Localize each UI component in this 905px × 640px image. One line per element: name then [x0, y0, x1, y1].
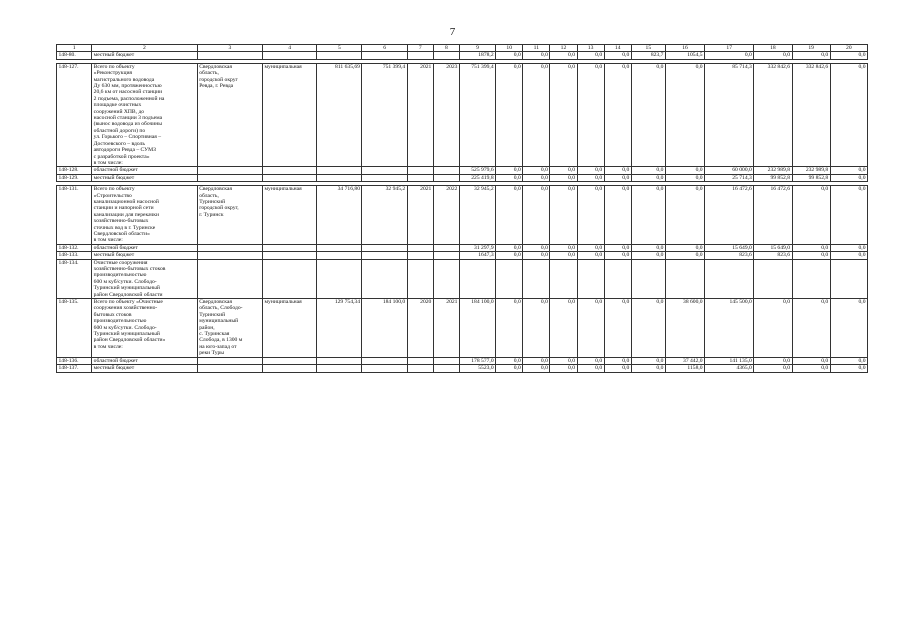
table-cell: 0,0 [523, 167, 550, 174]
table-cell: 0,0 [830, 63, 867, 167]
table-row [57, 259, 868, 298]
table-cell [362, 365, 407, 372]
table-cell [362, 52, 407, 59]
table-cell: Свердловская область, городской округ Ревда, г. Ревда [197, 63, 262, 167]
table-cell [362, 252, 407, 259]
table-row [57, 365, 868, 372]
table-cell: 0,0 [577, 167, 604, 174]
table-cell [362, 259, 407, 298]
table-cell [407, 167, 433, 174]
table-cell: 0,0 [604, 186, 631, 245]
table-cell: 0,0 [604, 174, 631, 181]
table-cell: 148-128. [57, 167, 92, 174]
table-cell [665, 259, 704, 298]
table-cell: 0,0 [523, 299, 550, 358]
table-cell [433, 52, 459, 59]
table-cell [433, 174, 459, 181]
column-number: 14 [604, 45, 631, 52]
table-cell: 2020 [407, 299, 433, 358]
table-cell [263, 365, 317, 372]
table-cell: 0,0 [496, 186, 523, 245]
table-cell: областной бюджет [92, 357, 198, 364]
table-cell [407, 52, 433, 59]
table-cell: 0,0 [496, 357, 523, 364]
column-number: 1 [57, 45, 92, 52]
table-cell: 99 852,8 [754, 174, 792, 181]
table-cell: 0,0 [496, 365, 523, 372]
column-number: 2 [92, 45, 198, 52]
column-number: 18 [754, 45, 792, 52]
table-cell: 0,0 [631, 357, 665, 364]
table-cell [550, 259, 577, 298]
table-cell: 0,0 [496, 167, 523, 174]
table-cell: 0,0 [792, 357, 830, 364]
table-cell: 0,0 [631, 365, 665, 372]
table-row [57, 167, 868, 174]
table-cell: 0,0 [830, 365, 867, 372]
table-cell [263, 52, 317, 59]
table-cell: 0,0 [550, 167, 577, 174]
table-cell: 148-131. [57, 186, 92, 245]
table-cell: 0,0 [496, 52, 523, 59]
table-cell: 0,0 [577, 63, 604, 167]
table-cell: 0,0 [665, 63, 704, 167]
table-row [57, 357, 868, 364]
table-cell: Всего по объекту «Реконструкция магистрального водовода Ду 630 мм, протяженностью 20,6 км от насосной станции 2 подъема, расположенной на площадке очистных сооружений ХПВ, до насосной станции 3 подъема (вынос водовода из обочины областной дороги) по ул. Горького – Спортивная – Достоевского – вдоль автодороги Ревда – СУМЗ с разработкой проекта» в том числе: [92, 63, 198, 167]
table-cell [317, 167, 362, 174]
table-cell: 37 442,0 [665, 357, 704, 364]
table-cell: 0,0 [550, 365, 577, 372]
table-row [57, 174, 868, 181]
table-cell: 0,0 [665, 244, 704, 251]
table-cell: 0,0 [550, 357, 577, 364]
table-cell [577, 259, 604, 298]
table-cell: 148-136. [57, 357, 92, 364]
table-cell: 2021 [407, 186, 433, 245]
table-cell: 148-134. [57, 259, 92, 298]
table-cell: 0,0 [631, 186, 665, 245]
table-cell: 0,0 [631, 174, 665, 181]
column-number: 4 [263, 45, 317, 52]
table-cell: местный бюджет [92, 52, 198, 59]
table-cell: Свердловская область, Слободо- Туринский муниципальный район, с. Туринская Слобода, в 1300 м на юго-запад от реки Туры [197, 299, 262, 358]
table-cell [496, 259, 523, 298]
table-cell: 0,0 [604, 244, 631, 251]
table-cell [263, 357, 317, 364]
table-cell: 1878,2 [459, 52, 495, 59]
table-cell [362, 174, 407, 181]
table-row [57, 299, 868, 358]
table-cell [197, 259, 262, 298]
table-cell: 4365,0 [705, 365, 754, 372]
table-cell: 1054,5 [665, 52, 704, 59]
table-cell [197, 357, 262, 364]
table-cell: 184 100,0 [459, 299, 495, 358]
table-cell: областной бюджет [92, 244, 198, 251]
table-cell: 232 989,8 [792, 167, 830, 174]
table-cell [317, 52, 362, 59]
table-cell [197, 252, 262, 259]
table-cell [317, 259, 362, 298]
table-cell [263, 167, 317, 174]
table-cell: 0,0 [577, 252, 604, 259]
table-row [57, 63, 868, 167]
table-cell: 148-129. [57, 174, 92, 181]
table-cell: 0,0 [604, 357, 631, 364]
table-cell: 99 852,8 [792, 174, 830, 181]
column-number: 9 [459, 45, 495, 52]
table-cell: 0,0 [631, 167, 665, 174]
table-cell: муниципальная [263, 299, 317, 358]
table-cell [362, 167, 407, 174]
table-cell: 0,0 [830, 52, 867, 59]
table-cell: 0,0 [792, 365, 830, 372]
table-cell [317, 244, 362, 251]
table-cell: 0,0 [577, 186, 604, 245]
table-cell: 145 500,0 [705, 299, 754, 358]
table-cell: 0,0 [550, 244, 577, 251]
table-cell [631, 259, 665, 298]
table-cell [197, 244, 262, 251]
table-cell: 2021 [407, 63, 433, 167]
table-cell: 0,0 [792, 186, 830, 245]
table-cell: 1158,0 [665, 365, 704, 372]
table-cell [197, 365, 262, 372]
column-number: 11 [523, 45, 550, 52]
table-cell [263, 174, 317, 181]
table-cell: 0,0 [754, 299, 792, 358]
table-cell [407, 244, 433, 251]
table-cell [433, 244, 459, 251]
table-cell: Очистные сооружения хозяйственно-бытовых стоков производительностью 600 м куб/сутки. Слободо- Туринский муниципальный район Свердловской области [92, 259, 198, 298]
table-cell: 0,0 [604, 52, 631, 59]
table-cell [197, 52, 262, 59]
table-cell: 148-133. [57, 252, 92, 259]
table-cell: 0,0 [792, 299, 830, 358]
column-number: 6 [362, 45, 407, 52]
table-cell: 0,0 [665, 186, 704, 245]
table-cell: 823,6 [754, 252, 792, 259]
table-cell [362, 244, 407, 251]
table-cell: 148-132. [57, 244, 92, 251]
table-cell: 60 000,0 [705, 167, 754, 174]
table-cell [263, 244, 317, 251]
table-cell: 0,0 [631, 63, 665, 167]
table-cell: 0,0 [550, 63, 577, 167]
table-cell: 1647,3 [459, 252, 495, 259]
table-cell: 2022 [433, 186, 459, 245]
table-cell: 0,0 [577, 299, 604, 358]
table-cell: 0,0 [550, 299, 577, 358]
table-cell: 332 842,6 [754, 63, 792, 167]
table-cell: 0,0 [577, 365, 604, 372]
table-cell: 0,0 [523, 365, 550, 372]
table-cell [459, 259, 495, 298]
table-cell: 148-127. [57, 63, 92, 167]
table-cell: 184 100,0 [362, 299, 407, 358]
table-cell: 0,0 [792, 52, 830, 59]
column-number: 12 [550, 45, 577, 52]
table-cell: 823,7 [631, 52, 665, 59]
table-cell: местный бюджет [92, 174, 198, 181]
table-cell: 16 472,6 [705, 186, 754, 245]
table-cell: 85 714,3 [705, 63, 754, 167]
table-cell: 0,0 [496, 174, 523, 181]
table-row [57, 244, 868, 251]
budget-table [56, 44, 868, 373]
table-cell [317, 252, 362, 259]
table-cell: Свердловская область, Туринский городской округ, г. Туринск [197, 186, 262, 245]
table-cell: 0,0 [604, 63, 631, 167]
table-cell: 0,0 [550, 252, 577, 259]
table-cell [317, 365, 362, 372]
table-cell: 0,0 [496, 299, 523, 358]
table-cell: 0,0 [604, 252, 631, 259]
table-cell: 0,0 [665, 174, 704, 181]
table-cell: 232 989,8 [754, 167, 792, 174]
table-cell [830, 259, 867, 298]
table-cell: 0,0 [705, 52, 754, 59]
table-cell [407, 365, 433, 372]
column-number-row [57, 45, 868, 52]
table-cell: 0,0 [754, 52, 792, 59]
table-cell: 0,0 [523, 186, 550, 245]
table-cell: 0,0 [577, 357, 604, 364]
table-cell: 15 649,0 [705, 244, 754, 251]
table-cell: 148-135. [57, 299, 92, 358]
table-cell: 0,0 [631, 299, 665, 358]
table-cell [433, 365, 459, 372]
table-cell: 0,0 [523, 174, 550, 181]
table-cell: 0,0 [604, 299, 631, 358]
column-number: 3 [197, 45, 262, 52]
table-cell: местный бюджет [92, 365, 198, 372]
table-cell: 751 399,4 [459, 63, 495, 167]
table-cell: 25 714,3 [705, 174, 754, 181]
table-cell: 31 297,9 [459, 244, 495, 251]
table-cell: 0,0 [830, 186, 867, 245]
table-cell: 38 600,0 [665, 299, 704, 358]
table-cell [433, 252, 459, 259]
table-cell [197, 174, 262, 181]
column-number: 8 [433, 45, 459, 52]
table-cell: 0,0 [577, 244, 604, 251]
table-cell: 0,0 [631, 252, 665, 259]
table-cell: областной бюджет [92, 167, 198, 174]
column-number: 5 [317, 45, 362, 52]
table-cell [433, 357, 459, 364]
column-number: 16 [665, 45, 704, 52]
table-row [57, 252, 868, 259]
page-number: 7 [449, 26, 456, 38]
table-cell [792, 259, 830, 298]
table-cell: 15 649,0 [754, 244, 792, 251]
table-cell: 5523,0 [459, 365, 495, 372]
table-cell: 0,0 [496, 244, 523, 251]
table-cell [263, 259, 317, 298]
column-number: 20 [830, 45, 867, 52]
table-cell: 0,0 [754, 365, 792, 372]
table-cell: 32 945,2 [459, 186, 495, 245]
table-cell: 129 754,34 [317, 299, 362, 358]
table-cell: 0,0 [830, 299, 867, 358]
table-cell [407, 357, 433, 364]
table-cell [407, 252, 433, 259]
table-cell [433, 167, 459, 174]
table-cell: Всего по объекту «Строительство канализационной насосной станции и напорной сети канализации для перекачки хозяйственно-бытовых сточных вод в г. Туринске Свердловской области» в том числе: [92, 186, 198, 245]
table-cell [433, 259, 459, 298]
table-cell: 178 577,0 [459, 357, 495, 364]
table-cell: местный бюджет [92, 252, 198, 259]
table-cell: 2023 [433, 63, 459, 167]
column-number: 10 [496, 45, 523, 52]
table-cell: 811 635,69 [317, 63, 362, 167]
table-cell: 0,0 [792, 252, 830, 259]
table-cell [317, 174, 362, 181]
table-cell: 225 419,8 [459, 174, 495, 181]
table-cell [407, 174, 433, 181]
table-row [57, 52, 868, 59]
table-cell: 0,0 [604, 167, 631, 174]
table-cell: 0,0 [577, 174, 604, 181]
table-cell: муниципальная [263, 186, 317, 245]
column-number: 19 [792, 45, 830, 52]
column-number: 15 [631, 45, 665, 52]
table-cell: 525 979,6 [459, 167, 495, 174]
table-cell: 0,0 [550, 174, 577, 181]
column-number: 13 [577, 45, 604, 52]
table-cell: 0,0 [665, 252, 704, 259]
table-cell: 0,0 [523, 357, 550, 364]
column-number: 7 [407, 45, 433, 52]
table-cell: 0,0 [496, 252, 523, 259]
table-cell: 34 716,80 [317, 186, 362, 245]
table-cell [317, 357, 362, 364]
table-cell [197, 167, 262, 174]
table-cell: 16 472,6 [754, 186, 792, 245]
table-cell: 0,0 [830, 357, 867, 364]
table-cell: 0,0 [830, 167, 867, 174]
table-cell [604, 259, 631, 298]
table-cell: Всего по объекту «Очистные сооружения хозяйственно- бытовых стоков производительностью 600 м куб/сутки. Слободо- Туринский муниципальный район Свердловской области» в том числе: [92, 299, 198, 358]
table-cell: 0,0 [523, 244, 550, 251]
table-cell: 0,0 [550, 186, 577, 245]
table-cell: 332 842,6 [792, 63, 830, 167]
table-cell [705, 259, 754, 298]
table-cell: 2021 [433, 299, 459, 358]
table-cell: 0,0 [830, 244, 867, 251]
table-cell: 751 399,4 [362, 63, 407, 167]
table-cell: 0,0 [523, 252, 550, 259]
table-cell: 0,0 [523, 63, 550, 167]
table-cell: 0,0 [496, 63, 523, 167]
table-cell: муниципальная [263, 63, 317, 167]
table-cell: 141 135,0 [705, 357, 754, 364]
table-cell [523, 259, 550, 298]
table-row [57, 186, 868, 245]
table-cell: 0,0 [550, 52, 577, 59]
table-cell: 0,0 [523, 52, 550, 59]
table-cell: 0,0 [631, 244, 665, 251]
table-cell [407, 259, 433, 298]
table-cell: 0,0 [830, 252, 867, 259]
table-cell: 32 945,2 [362, 186, 407, 245]
table-cell: 148-137. [57, 365, 92, 372]
table-cell: 148-80. [57, 52, 92, 59]
table-cell: 0,0 [830, 174, 867, 181]
table-cell: 0,0 [604, 365, 631, 372]
table-cell [362, 357, 407, 364]
table-cell [263, 252, 317, 259]
table-cell: 0,0 [577, 52, 604, 59]
table-cell: 0,0 [754, 357, 792, 364]
table-cell: 823,6 [705, 252, 754, 259]
column-number: 17 [705, 45, 754, 52]
table-cell: 0,0 [792, 244, 830, 251]
table-cell [754, 259, 792, 298]
table-cell: 0,0 [665, 167, 704, 174]
